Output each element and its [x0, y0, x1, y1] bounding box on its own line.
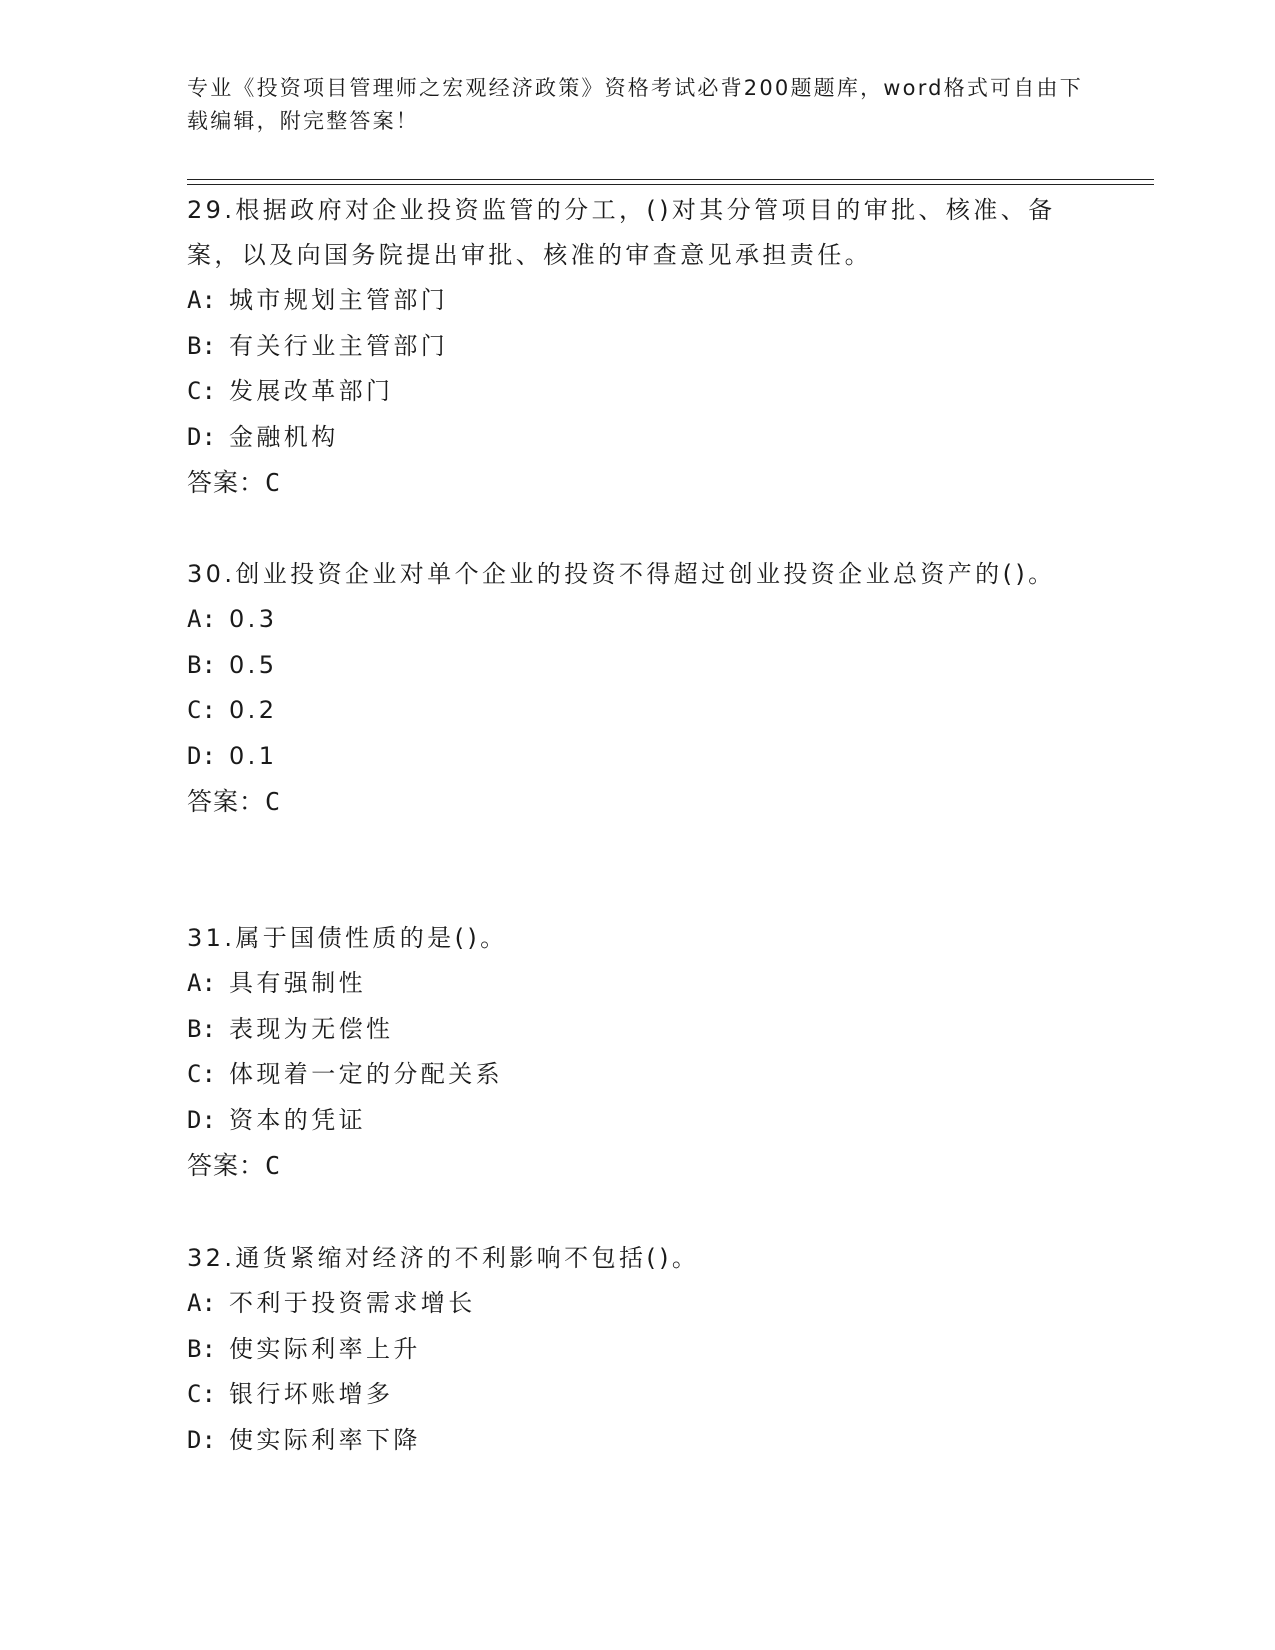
option-d	[187, 1098, 1077, 1144]
option-label: A:	[187, 605, 216, 633]
answer-label: 答案：	[187, 468, 266, 497]
option-label: B:	[187, 1334, 216, 1363]
option-text: 资本的凭证	[229, 1105, 366, 1134]
answer-value: C	[265, 787, 282, 816]
option-text: 不利于投资需求增长	[229, 1289, 476, 1317]
option-label: D:	[187, 1425, 216, 1454]
document-header-intro: 专业《投资项目管理师之宏观经济政策》资格考试必背200题题库，word格式可自由下载编辑，附完整答案！	[187, 76, 1083, 133]
answer-label: 答案：	[187, 1151, 266, 1180]
option-label: D:	[187, 422, 216, 451]
question-stem: 30.创业投资企业对单个企业的投资不得超过创业投资企业总资产的()。	[187, 560, 1056, 588]
question-32	[187, 1236, 1077, 1463]
option-text: 使实际利率上升	[229, 1334, 421, 1363]
option-c	[187, 1052, 1077, 1098]
option-a	[187, 278, 1077, 324]
option-text: 0.2	[229, 696, 278, 724]
answer-value: C	[265, 468, 282, 497]
question-stem: 31.属于国债性质的是()。	[187, 924, 508, 952]
option-label: B:	[187, 650, 216, 679]
option-a	[187, 597, 1077, 643]
option-b	[187, 1007, 1077, 1053]
option-text: 0.5	[229, 650, 278, 679]
option-b	[187, 324, 1077, 370]
option-text: 表现为无偿性	[229, 1014, 394, 1043]
option-a	[187, 1281, 1077, 1327]
option-label: A:	[187, 969, 216, 997]
question-29	[187, 188, 1077, 505]
option-label: C:	[187, 1060, 216, 1088]
option-text: 具有强制性	[229, 969, 366, 997]
question-stem: 29.根据政府对企业投资监管的分工，()对其分管项目的审批、核准、备案，以及向国务院提出审批、核准的审查意见承担责任。	[187, 196, 1056, 269]
option-label: A:	[187, 286, 216, 314]
option-c	[187, 1372, 1077, 1418]
option-text: 发展改革部门	[229, 377, 394, 405]
option-label: C:	[187, 696, 216, 724]
answer-line	[187, 460, 1077, 505]
option-text: 有关行业主管部门	[229, 331, 449, 360]
answer-value: C	[265, 1151, 282, 1180]
option-text: 银行坏账增多	[229, 1380, 394, 1408]
option-label: C:	[187, 377, 216, 405]
option-label: A:	[187, 1289, 216, 1317]
option-d	[187, 415, 1077, 461]
answer-label: 答案：	[187, 787, 266, 816]
option-text: 0.3	[229, 605, 278, 633]
option-text: 城市规划主管部门	[229, 286, 449, 314]
option-text: 体现着一定的分配关系	[229, 1060, 503, 1088]
header-rule-bottom	[187, 184, 1154, 185]
option-a	[187, 961, 1077, 1007]
option-d	[187, 734, 1077, 780]
option-d	[187, 1418, 1077, 1464]
option-b	[187, 643, 1077, 689]
option-label: D:	[187, 741, 216, 770]
header-rule-top	[187, 179, 1154, 180]
option-text: 0.1	[229, 741, 278, 770]
option-c	[187, 369, 1077, 415]
question-31	[187, 916, 1077, 1188]
option-label: D:	[187, 1105, 216, 1134]
option-b	[187, 1327, 1077, 1373]
answer-line	[187, 1143, 1077, 1188]
option-label: B:	[187, 331, 216, 360]
question-stem: 32.通货紧缩对经济的不利影响不包括()。	[187, 1244, 700, 1272]
option-text: 金融机构	[229, 422, 339, 451]
option-text: 使实际利率下降	[229, 1425, 421, 1454]
answer-line	[187, 779, 1077, 824]
question-30	[187, 552, 1077, 824]
option-c	[187, 688, 1077, 734]
option-label: C:	[187, 1380, 216, 1408]
option-label: B:	[187, 1014, 216, 1043]
